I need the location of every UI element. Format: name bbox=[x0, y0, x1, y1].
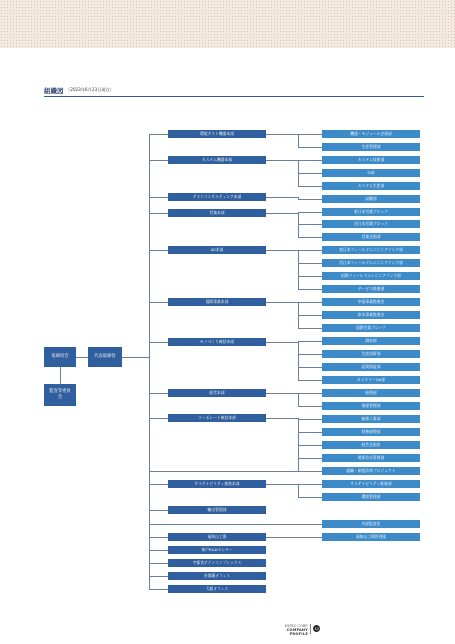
dept-trunk-line bbox=[298, 393, 299, 407]
dept-box: 西日本フィールドエンジニアリング部 bbox=[322, 259, 420, 267]
dept-branch-line bbox=[298, 432, 322, 433]
hq-box: カスタム機器本部 bbox=[168, 156, 266, 164]
hq-to-dept-line bbox=[266, 134, 298, 135]
dept-box: 営業企画部 bbox=[322, 233, 420, 241]
hq-to-dept-line bbox=[266, 484, 298, 485]
hq-branch-line bbox=[149, 550, 168, 551]
hq-to-dept-line bbox=[266, 302, 298, 303]
dept-trunk-line bbox=[298, 134, 299, 148]
dept-branch-line bbox=[298, 263, 322, 264]
hq-box: 環境テスト機器本部 bbox=[168, 130, 266, 138]
dept-box: 財務経理部 bbox=[322, 428, 420, 436]
footer-company: ESPEC CORP. bbox=[284, 624, 308, 628]
board-auditor-line bbox=[60, 367, 61, 384]
dept-branch-line bbox=[298, 212, 322, 213]
dept-box: 環境管理部 bbox=[322, 493, 420, 501]
hq-branch-line bbox=[149, 250, 168, 251]
dept-branch-line bbox=[298, 484, 322, 485]
dept-branch-line bbox=[298, 393, 322, 394]
hq-branch-line bbox=[149, 484, 168, 485]
dept-box: 西日本営業ブロック bbox=[322, 220, 420, 228]
hq-box: 大阪オフィス bbox=[168, 585, 266, 593]
dept-branch-line bbox=[298, 315, 322, 316]
direct-dept-line bbox=[149, 471, 322, 472]
hq-to-dept-line bbox=[266, 342, 298, 343]
dept-box: サステナビリティ推進部 bbox=[322, 480, 420, 488]
page-date: （2023年6月23日現在） bbox=[66, 86, 114, 92]
hq-branch-line bbox=[149, 537, 168, 538]
hq-branch-line bbox=[149, 197, 168, 198]
dept-branch-line bbox=[298, 302, 322, 303]
board-president-line bbox=[76, 357, 88, 358]
hq-box: テストコンサルティング本部 bbox=[168, 193, 266, 201]
dept-trunk-line bbox=[298, 250, 299, 290]
hq-box: 福知山工場 bbox=[168, 533, 266, 541]
dept-box: 総務人事部 bbox=[322, 415, 420, 423]
dept-branch-line bbox=[298, 134, 322, 135]
dept-branch-line bbox=[298, 380, 322, 381]
hq-to-dept-line bbox=[266, 250, 298, 251]
hq-to-dept-line bbox=[266, 537, 298, 538]
dept-branch-line bbox=[298, 406, 322, 407]
dept-box: 関係会社管理部 bbox=[322, 454, 420, 462]
dept-box: 福知山工場管理部 bbox=[322, 533, 420, 541]
dept-box: 東日本フィールドエンジニアリング部 bbox=[322, 246, 420, 254]
dept-branch-line bbox=[298, 354, 322, 355]
auditor-box: 監査等委員会 bbox=[44, 384, 76, 406]
dept-box: カスタマーQA部 bbox=[322, 376, 420, 384]
header-band bbox=[0, 0, 455, 48]
board-box: 取締役会 bbox=[44, 347, 76, 367]
dept-branch-line bbox=[298, 289, 322, 290]
dept-box: 情報管理部 bbox=[322, 402, 420, 410]
hq-to-dept-line bbox=[266, 213, 298, 214]
hq-box: 経営本部 bbox=[168, 389, 266, 397]
hq-branch-line bbox=[149, 213, 168, 214]
dept-box: 品質保証部 bbox=[322, 363, 420, 371]
dept-box: 機器・モジュール企画部 bbox=[322, 130, 420, 138]
dept-trunk-line bbox=[298, 484, 299, 498]
hq-box: 神戸R&Dセンター bbox=[168, 546, 266, 554]
hq-box: サステナビリティ推進本部 bbox=[168, 480, 266, 488]
hq-box: AS本部 bbox=[168, 246, 266, 254]
dept-branch-line bbox=[298, 237, 322, 238]
hq-branch-line bbox=[149, 134, 168, 135]
dept-box: カスタム技術部 bbox=[322, 156, 420, 164]
hq-branch-line bbox=[149, 418, 168, 419]
dept-box: 生産管理部 bbox=[322, 143, 420, 151]
dept-box: SI部 bbox=[322, 169, 420, 177]
footer-profile: COMPANY PROFILE bbox=[286, 628, 308, 636]
hq-to-dept-line bbox=[266, 418, 298, 419]
hq-branch-line bbox=[149, 342, 168, 343]
hq-box: 宇都宮テクノコンプレックス bbox=[168, 559, 266, 567]
dept-box: 欧米事業推進室 bbox=[322, 311, 420, 319]
dept-box: 内部監査室 bbox=[322, 520, 420, 528]
hq-branch-line bbox=[149, 510, 168, 511]
dept-box: サービス推進部 bbox=[322, 285, 420, 293]
dept-branch-line bbox=[298, 458, 322, 459]
dept-box: 東日本営業ブロック bbox=[322, 208, 420, 216]
dept-box: 経理部 bbox=[322, 389, 420, 397]
dept-branch-line bbox=[298, 367, 322, 368]
dept-box: 中国事業推進室 bbox=[322, 298, 420, 306]
hq-branch-line bbox=[149, 393, 168, 394]
title-bar bbox=[44, 86, 424, 97]
dept-branch-line bbox=[298, 276, 322, 277]
dept-box: 試験部 bbox=[322, 195, 420, 203]
dept-branch-line bbox=[298, 224, 322, 225]
dept-trunk-line bbox=[298, 341, 299, 381]
hq-to-dept-line bbox=[266, 197, 298, 198]
dept-branch-line bbox=[298, 328, 322, 329]
dept-branch-line bbox=[298, 173, 322, 174]
dept-box: 国際フィールドエンジニアリング部 bbox=[322, 272, 420, 280]
dept-branch-line bbox=[298, 147, 322, 148]
hq-branch-line bbox=[149, 589, 168, 590]
hq-branch-line bbox=[149, 576, 168, 577]
hq-to-dept-line bbox=[266, 393, 298, 394]
dept-box: カスタム生産部 bbox=[322, 182, 420, 190]
dept-box: 生産技術部 bbox=[322, 350, 420, 358]
hq-box: 営業本部 bbox=[168, 209, 266, 217]
hq-branch-line bbox=[149, 563, 168, 564]
hq-box: モノづくり統括本部 bbox=[168, 338, 266, 346]
dept-box: 国際営業ブロック bbox=[322, 324, 420, 332]
dept-box: 調材部 bbox=[322, 337, 420, 345]
footer-divider bbox=[310, 624, 311, 634]
dept-branch-line bbox=[298, 341, 322, 342]
hq-box: コーポレート統括本部 bbox=[168, 414, 266, 422]
dept-branch-line bbox=[298, 445, 322, 446]
dept-box: 経営企画室 bbox=[322, 441, 420, 449]
page-number: 10 bbox=[314, 626, 319, 631]
president-box: 代表取締役 bbox=[88, 347, 122, 367]
dept-branch-line bbox=[298, 537, 322, 538]
page-title: 組織図 bbox=[44, 87, 64, 95]
dept-branch-line bbox=[298, 250, 322, 251]
dept-trunk-line bbox=[298, 212, 299, 238]
hq-to-dept-line bbox=[266, 160, 298, 161]
dept-box: 組織・制度改革プロジェクト bbox=[322, 467, 420, 475]
president-trunk-line bbox=[122, 357, 149, 358]
footer-text bbox=[276, 624, 308, 636]
dept-branch-line bbox=[298, 186, 322, 187]
dept-branch-line bbox=[298, 497, 322, 498]
hq-branch-line bbox=[149, 160, 168, 161]
main-trunk-line bbox=[149, 134, 150, 589]
dept-branch-line bbox=[298, 419, 322, 420]
direct-dept-line bbox=[149, 524, 322, 525]
hq-box: 国際事業本部 bbox=[168, 298, 266, 306]
dept-branch-line bbox=[298, 160, 322, 161]
dept-branch-line bbox=[298, 199, 322, 200]
hq-box: 首都圏オフィス bbox=[168, 572, 266, 580]
hq-branch-line bbox=[149, 302, 168, 303]
hq-box: 輸出管理部 bbox=[168, 506, 266, 514]
